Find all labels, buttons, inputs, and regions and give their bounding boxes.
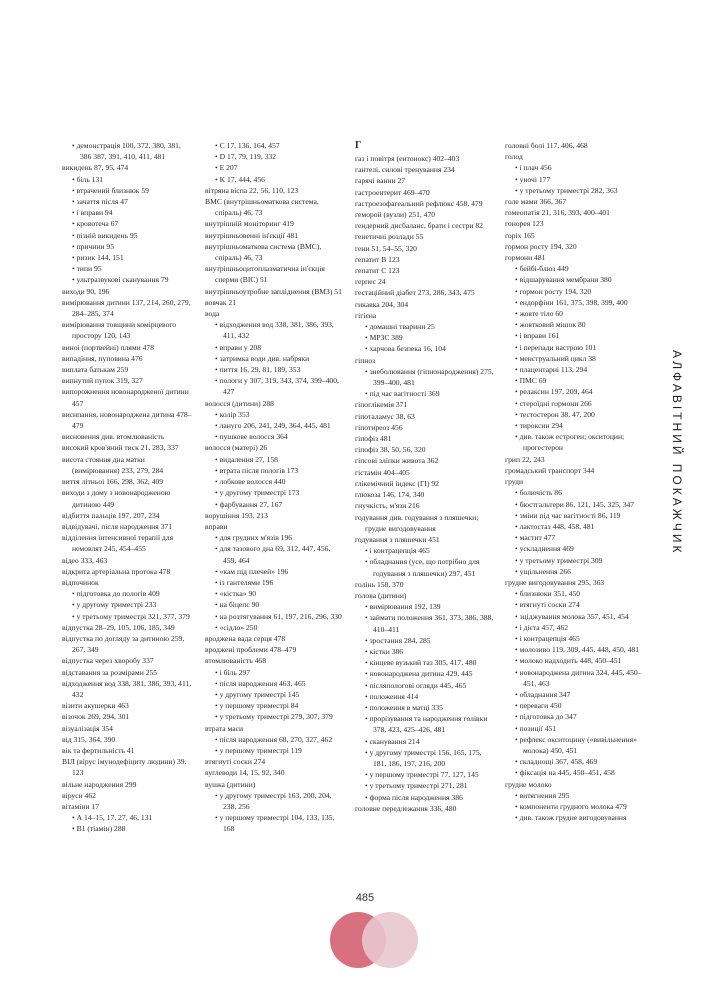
page-number: 485 [355,892,375,904]
index-entry: гени 51, 54–55, 320 [355,243,417,253]
index-entry: гіпофіз 38, 50, 56, 320 [355,445,426,455]
index-subentry: • форма після народження 386 [355,792,495,803]
index-subentry: • див. також грудне вигодовування [505,812,645,823]
index-subentry: • близнюки 351, 450 [505,588,645,599]
index-entry: гепатит В 123 [355,254,400,264]
index-entry: внутрішньовенні ін'єкції 481 [205,230,299,240]
index-entry: гормони 481 [505,253,546,263]
index-entry: грудне молоко [505,779,552,789]
index-subentry: • MPЗC 389 [355,332,495,343]
index-subentry: • пушкове волосся 364 [205,431,345,442]
index-subentry: • у третьому триместрі 321, 377, 379 [62,611,194,622]
index-subentry: • домашні тварини 25 [355,321,495,332]
index-subentry: • переваги 450 [505,700,645,711]
index-subentry: • А 14–15, 17, 27, 46, 131 [62,812,194,823]
index-subentry: • у третьому триместрі 279, 307, 379 [205,711,345,722]
index-entry: гарячі ванни 27 [355,176,406,186]
index-subentry: • E 207 [205,162,345,173]
index-entry: виплата батькам 259 [62,365,129,375]
index-subentry: • див. також естроген; окситоцин; прогестерон [505,431,645,453]
index-subentry: • молоко надходить 448, 450–451 [505,655,645,666]
index-entry: гикавка 204, 304 [355,299,409,309]
index-entry: вітряна віспа 22, 56, 110, 123 [205,185,299,195]
index-subentry: • бейбі-блюз 449 [505,263,645,274]
index-subentry: • пиття 16, 29, 81, 189, 353 [205,364,345,375]
index-subentry: • плацентарні 113, 294 [505,364,645,375]
index-subentry: • у першому триместрі 84 [205,700,345,711]
index-entry: відпустка через хворобу 337 [62,656,154,666]
index-subentry: • положення в матці 335 [355,702,495,713]
index-entry: випнутий пупок 319, 327 [62,376,143,386]
index-entry: випорожнення новонародженої дитини 457 [62,387,189,408]
index-subentry: • у першому триместрі 104, 133, 135, 168 [205,812,345,834]
index-subentry: • ризик 144, 151 [62,252,194,263]
index-subentry: • знеболювання (гіпнонародження) 275, 399–400, 481 [355,366,495,388]
index-subentry: • прорізування та народження голівки 378, 423, 425–426, 481 [355,713,495,735]
index-subentry: • компоненти грудного молока 479 [505,801,645,812]
index-entry: ВІЛ (вірус імунодефіциту людини) 39, 123 [62,757,187,778]
index-subentry: • зачаття після 47 [62,196,194,207]
index-entry: годування з пляшечки 451 [355,534,440,544]
index-entry: голе мами 366, 367 [505,197,567,207]
index-subentry: • ускладнення 469 [505,543,645,554]
index-subentry: • для тазового дна 69, 312, 447, 456, 459, 464 [205,543,345,565]
index-subentry: • зростання 284, 285 [355,635,495,646]
index-entry: висота стояння дна матки (вимірювання) 233, 279, 284 [62,454,164,475]
index-entry: герпес 24 [355,277,386,287]
index-entry: гантелі, силові тренування 234 [355,165,455,175]
index-entry: голінь 158, 370 [355,579,404,589]
index-entry: відкрита артеріальна протока 478 [62,566,171,576]
index-entry: втягнуті соски 274 [205,757,266,767]
index-subentry: • фарбування 27, 167 [205,499,345,510]
index-subentry: • положення 414 [355,691,495,702]
index-entry: висновення див. втомлюваність [62,432,165,442]
index-entry: волосся (матері) 26 [205,443,268,453]
index-entry: гіпноз [355,355,376,365]
index-subentry: • затримка води див. набряки [205,353,345,364]
index-entry: вимірювання товщини комірцевого простору 120, 143 [62,320,177,341]
index-entry: гіпоталамус 38, 63 [355,411,415,421]
index-subentry: • і плач 456 [505,162,645,173]
index-entry: вільне народження 299 [62,779,137,789]
index-subentry: • на біцепс 90 [205,599,345,610]
index-subentry: • релаксин 197, 209, 464 [505,386,645,397]
index-subentry: • і дієта 457, 462 [505,622,645,633]
index-subentry: • для грудних м'язів 196 [205,532,345,543]
index-entry: відділення інтенсивної терапії для немовлят 245, 454–455 [62,533,174,554]
index-subentry: • обладнання (усе, що потрібно для годування з пляшечки) 297, 451 [355,556,495,578]
index-entry: гепатит С 123 [355,266,400,276]
index-entry: газ і повітря (ентонокс) 402–403 [355,154,460,163]
index-subentry: • лактостаз 448, 458, 481 [505,521,645,532]
index-entry: висипання, новонароджена дитина 478–479 [62,409,192,431]
index-subentry: • ПМС 69 [505,375,645,386]
index-section-letter: Г [355,140,362,151]
index-entry: вушка (дитини) [205,779,256,789]
index-entry: внутрішньоцитоплазматична ін'єкція сперми (ВІС) 51 [205,264,325,285]
index-subentry: • «кістка» 90 [205,588,345,599]
index-column-2 [205,140,345,835]
index-subentry: • після народження 463, 465 [205,678,345,689]
index-entry: вік та фертильність 41 [62,745,135,755]
index-subentry: • і контрацепція 465 [505,633,645,644]
index-subentry: • займати положення 361, 373, 386, 388, 410–411 [355,612,495,634]
index-entry: грип 22, 243 [505,454,545,464]
index-subentry: • у другому триместрі 163, 200, 204, 238, 256 [205,790,345,812]
index-subentry: • і вправи 161 [505,330,645,341]
index-entry: вовчак 21 [205,297,236,307]
index-entry: від 315, 364, 390 [62,734,116,744]
index-entry: вроджена вада серця 478 [205,633,286,643]
index-entry: гастроезофагеальний рефлюкс 458, 479 [355,198,483,208]
index-subentry: • втягнуті соски 274 [505,599,645,610]
index-subentry: • D 17, 79, 119, 332 [205,151,345,162]
index-entry: віруси 462 [62,790,96,800]
index-entry: гігієна [355,310,377,320]
index-entry: внутрішньоутробне запліднення (ВМЗ) 51 [205,286,342,296]
index-subentry: • менструальний цикл 38 [505,353,645,364]
index-entry: візочок 269, 294, 301 [62,712,130,722]
index-entry: відпустка по догляду за дитиною 259, 267, 349 [62,633,185,655]
index-subentry: • у другому триместрі 156, 165, 175, 181, 186, 197, 216, 200 [355,747,495,769]
index-subentry: • ендорфіни 161, 375, 398, 399, 400 [505,297,645,308]
index-entry: гормон росту 194, 320 [505,241,577,251]
index-subentry: • ультразвукові сканування 79 [62,274,194,285]
index-entry: гастроентерит 469–470 [355,187,430,197]
index-entry: генетичні розлади 55 [355,232,424,242]
index-entry: викидень 87, 95, 474 [62,163,129,173]
side-title-text: АЛФАВІТНИЙ ПОКАЖЧИК [670,350,684,556]
index-entry: волосся (дитини) 288 [205,398,274,408]
index-entry: грудне вигодовування 295, 363 [505,577,605,587]
index-entry: громадський транспорт 344 [505,465,595,475]
index-entry: годування див. годування з пляшечки; грудне вигодовування [355,512,479,533]
index-subentry: • втрата після пологів 173 [205,465,345,476]
index-entry: гіпоглікемія 371 [355,400,408,410]
index-subentry: • у другому триместрі 145 [205,689,345,700]
index-subentry: • і перепади настрою 101 [505,342,645,353]
index-subentry: • у першому триместрі 77, 127, 145 [355,769,495,780]
index-entry: гомеопатія 21, 316, 393, 400–401 [505,208,610,218]
index-entry: гонорея 123 [505,219,544,229]
index-entry: вроджені проблеми 478–479 [205,645,297,655]
index-entry: горіх 165 [505,230,535,240]
index-entry: візити акушерки 463 [62,701,129,711]
index-subentry: • новонароджена дитина 429, 445 [355,668,495,679]
index-subentry: • і біль 297 [205,667,345,678]
index-column-4 [505,140,645,823]
index-subentry: • у третьому триместрі 282, 363 [505,185,645,196]
index-entry: гнучкість, м'язи 216 [355,501,420,511]
index-entry: відставання за розмірами 255 [62,667,158,677]
index-subentry: • стероїдні гормони 266 [505,398,645,409]
index-entry: внутрішній моніторинг 419 [205,219,294,229]
index-subentry: • складнощі 367, 458, 469 [505,756,645,767]
index-subentry: • пізній викидень 95 [62,230,194,241]
index-entry: відходження вод 338, 381, 386, 393, 411, 432 [62,678,192,699]
index-column-3 [355,140,495,814]
index-subentry: • і контрацепція 465 [355,545,495,556]
index-entry: вода [205,309,220,319]
index-entry: відвідувачі, після народження 371 [62,521,173,531]
index-entry: груди [505,477,524,487]
index-subentry: • кровотеча 67 [62,218,194,229]
index-subentry: • і вправи 94 [62,207,194,218]
index-subentry: • В1 (тіамін) 288 [62,823,194,834]
index-entry: втомлюваність 468 [205,656,267,666]
index-subentry: • у другому триместрі 173 [205,487,345,498]
index-entry: виноі (портвейні) плями 478 [62,342,155,352]
index-subentry: • кінцеве вузький таз 305, 417, 480 [355,657,495,668]
index-entry: гіпофіз 481 [355,434,392,444]
index-entry: головне передлежання 336, 480 [355,803,457,813]
index-subentry: • у третьому триместрі 271, 281 [355,780,495,791]
index-entry: вимірювання дитини 137, 214, 260, 279, 284–285, 374 [62,297,191,319]
index-subentry: • фіксація на 445, 450–451, 458 [505,767,645,778]
index-subentry: • зміни під час вагітності 86, 119 [505,510,645,521]
index-entry: відпустка 28–29, 105, 106, 185, 349 [62,622,175,632]
index-entry: геморой (вузли) 251, 470 [355,210,436,220]
index-entry: відбиття пальців 197, 207, 234 [62,510,160,520]
index-subentry: • у першому триместрі 119 [205,745,345,756]
index-entry: виття літньоі 166, 298, 362, 409 [62,477,164,487]
index-entry: внутрішньоматкова система (ВМС), спіраль) 46, 73 [205,241,322,263]
index-subentry: • у другому триместрі 233 [62,599,194,610]
index-subentry: • із гантелями 196 [205,577,345,588]
index-subentry: • після народження 68, 270, 327, 462 [205,734,345,745]
index-entry: глюкоза 146, 174, 340 [355,490,425,500]
index-entry: ВМС (внутрішньоматкова система, спіраль) 46, 73 [205,197,319,218]
index-subentry: • C 17, 136, 164, 457 [205,140,345,151]
index-subentry: • вправи у 208 [205,342,345,353]
index-subentry: • новонароджена дитина 324, 445, 450–451, 463 [505,667,645,689]
index-subentry: • демонстрація 100, 372, 380, 381, 386 387, 391, 410, 411, 481 [62,140,194,162]
index-subentry: • біль 131 [62,174,194,185]
index-entry: гіпотиреоз 456 [355,422,403,432]
index-entry: голод [505,152,523,162]
decorative-circle-light [362,912,418,968]
index-subentry: • втрачений близнюк 59 [62,185,194,196]
index-entry: відео 333, 463 [62,555,108,565]
index-entry: вправи [205,521,228,531]
index-subentry: • колір 353 [205,409,345,420]
index-column-1 [62,140,194,835]
index-subentry: • ущільнення 266 [505,566,645,577]
index-subentry: • гормон росту 194, 320 [505,286,645,297]
index-subentry: • на розтягування 61, 197, 216, 296, 330 [205,611,345,622]
index-entry: глікемічний індекс (ГІ) 92 [355,478,439,488]
index-entry: гестаційний діабет 273, 286, 343, 475 [355,288,475,298]
index-subentry: • «сідло» 250 [205,622,345,633]
index-subentry: • післяпологові огляди 445, 465 [355,680,495,691]
index-subentry: • кістки 386 [355,646,495,657]
index-subentry: • харчова безпека 16, 104 [355,343,495,354]
index-subentry: • підготовка до пологів 409 [62,588,194,599]
index-subentry: • витягнення 295 [505,790,645,801]
index-entry: головні болі 117, 406, 468 [505,141,588,150]
index-entry: ворушіння 193, 213 [205,510,268,520]
index-subentry: • уночі 177 [505,174,645,185]
index-subentry: • ланугo 206, 241, 249, 364, 445, 481 [205,420,345,431]
index-entry: гендерний дисбаланс, брати і сестри 82 [355,221,483,231]
index-entry: виходи з дому з новонародженою дитиною 449 [62,488,171,509]
index-subentry: • вимірювання 192, 139 [355,601,495,612]
index-entry: відпочинок [62,577,99,587]
index-subentry: • рефлекс окситоцину («вивільнення» молока) 450, 451 [505,734,645,756]
index-subentry: • відшарування мембрани 380 [505,274,645,285]
index-entry: вітаміни 17 [62,801,100,811]
index-subentry: • у третьому триместрі 309 [505,555,645,566]
index-entry: втрата маси [205,723,244,733]
index-subentry: • під час вагітності 369 [355,388,495,399]
index-entry: високий кров'яний тиск 21, 283, 337 [62,443,179,453]
index-entry: вуглеводи 14, 15, 92, 340 [205,768,285,778]
index-subentry: • болючість 86 [505,487,645,498]
index-subentry: • підготовка до 347 [505,711,645,722]
index-subentry: • лобкове волосся 440 [205,476,345,487]
index-subentry: • пологи у 307, 319, 343, 374, 399–400, 427 [205,375,345,397]
index-subentry: • тироксин 294 [505,420,645,431]
index-entry: виходи 90, 196 [62,286,110,296]
side-title [668,350,688,680]
index-subentry: • позиції 451 [505,723,645,734]
index-subentry: • бюстгальтери 86, 121, 145, 325, 347 [505,499,645,510]
index-entry: гістамін 404–405 [355,467,410,477]
index-subentry: • K 17, 444, 456 [205,174,345,185]
index-subentry: • обладнання 347 [505,689,645,700]
index-subentry: • відходження вод 338, 381, 386, 393, 411, 432 [205,319,345,341]
index-subentry: • молозиво 119, 309, 445, 448, 450, 481 [505,644,645,655]
index-subentry: • жовтковий мішок 80 [505,319,645,330]
index-subentry: • тестостерон 38, 47, 200 [505,409,645,420]
index-subentry: • жовте тіло 60 [505,308,645,319]
index-entry: випадіння, пуповина 476 [62,353,143,363]
index-subentry: • причини 95 [62,241,194,252]
index-entry: гіпсові зліпки живота 362 [355,456,439,466]
index-entry: візуалізація 354 [62,723,113,733]
index-subentry: • «кам під плечей» 196 [205,566,345,577]
index-subentry: • зціджування молока 357, 451, 454 [505,611,645,622]
index-entry: голова (дитини) [355,590,407,600]
index-subentry: • мастит 477 [505,532,645,543]
index-subentry: • типи 95 [62,263,194,274]
index-subentry: • сканування 214 [355,736,495,747]
index-subentry: • видалення 27, 158 [205,454,345,465]
